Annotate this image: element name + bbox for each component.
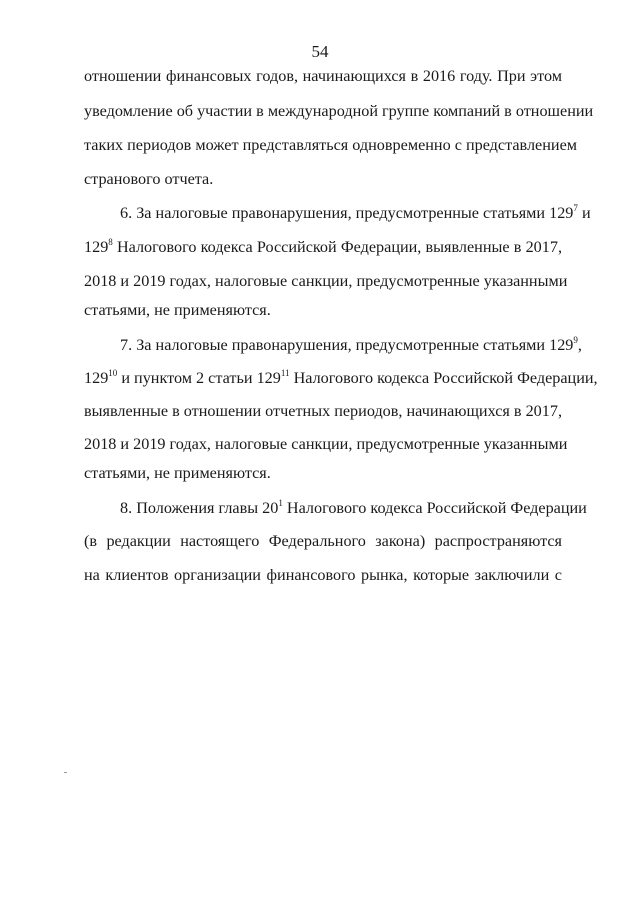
text-line: отношении финансовых годов, начинающихся в 2016 году. При этом xyxy=(84,67,562,85)
text-line: на клиентов организации финансового рынка, которые заключили с xyxy=(84,566,562,584)
superscript: 8 xyxy=(108,236,113,247)
text-line: статьями, не применяются. xyxy=(84,464,271,482)
text-line xyxy=(84,237,562,257)
text-fragment: Налогового кодекса Российской Федерации, выявленные в 2017, xyxy=(112,238,562,256)
text-line xyxy=(84,367,598,388)
text-line: уведомление об участии в международной группе компаний в отношении xyxy=(84,102,594,120)
text-fragment: , xyxy=(577,336,582,354)
superscript: 1 xyxy=(278,497,283,508)
scan-speck xyxy=(64,772,67,773)
text-fragment: 129 xyxy=(84,369,109,387)
page-number: 54 xyxy=(311,42,329,61)
text-line: таких периодов может представляться одновременно с представлением xyxy=(84,136,577,154)
text-line xyxy=(120,334,582,355)
text-line xyxy=(120,497,587,518)
text-line: 2018 и 2019 годах, налоговые санкции, предусмотренные указанными xyxy=(84,435,568,453)
text-line: выявленные в отношении отчетных периодов, начинающихся в 2017, xyxy=(84,402,562,420)
text-fragment: 7. За налоговые правонарушения, предусмотренные статьями 129 xyxy=(120,336,574,354)
text-fragment: и xyxy=(577,204,591,222)
superscript: 11 xyxy=(280,367,290,378)
text-fragment: и пунктом 2 статьи 129 xyxy=(117,369,281,387)
text-line xyxy=(120,202,591,223)
text-fragment: 8. Положения главы 20 xyxy=(120,499,279,517)
superscript: 10 xyxy=(108,367,118,378)
text-line: 2018 и 2019 годах, налоговые санкции, предусмотренные указанными xyxy=(84,272,568,290)
text-fragment: Налогового кодекса Российской Федерации, xyxy=(289,369,598,387)
text-line: странового отчета. xyxy=(84,170,214,188)
text-line: (в редакции настоящего Федерального закона) распространяются xyxy=(84,532,562,550)
text-fragment: 129 xyxy=(84,238,109,256)
text-line: статьями, не применяются. xyxy=(84,301,271,319)
superscript: 7 xyxy=(573,202,578,213)
superscript: 9 xyxy=(573,334,578,345)
text-fragment: Налогового кодекса Российской Федерации xyxy=(282,499,587,517)
text-fragment: 6. За налоговые правонарушения, предусмотренные статьями 129 xyxy=(120,204,574,222)
